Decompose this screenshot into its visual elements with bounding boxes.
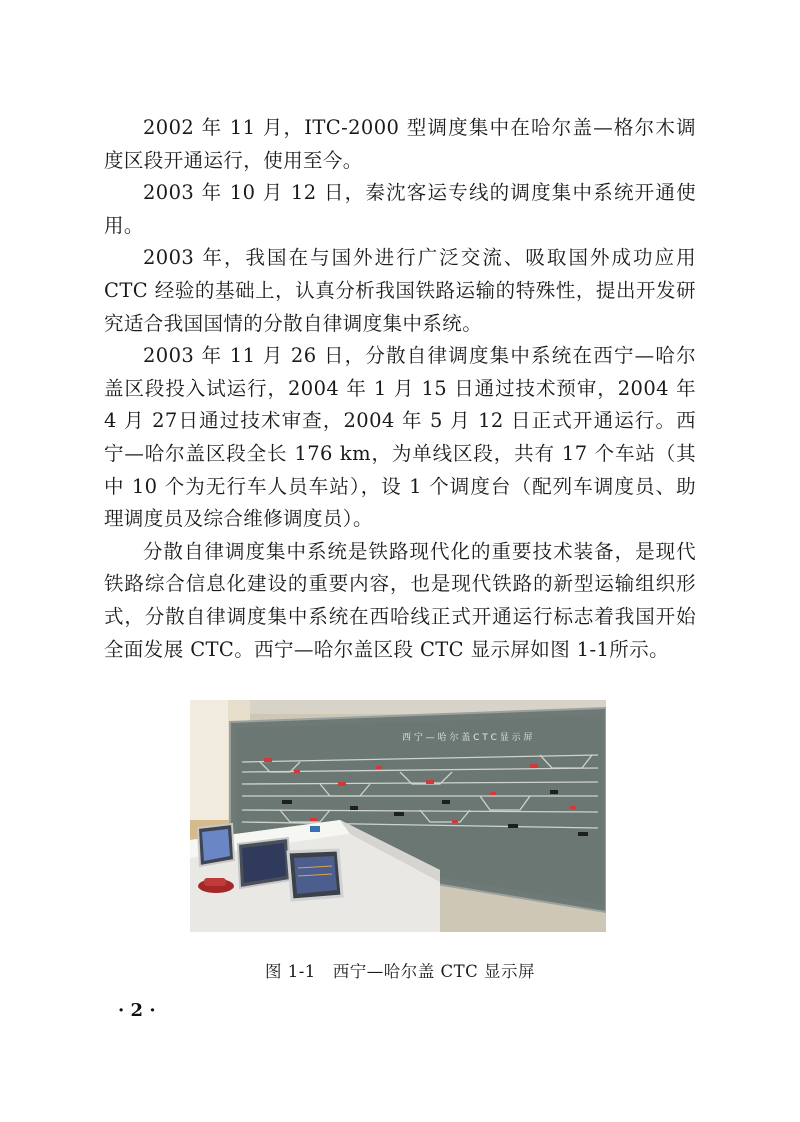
paragraph: 2003 年 11 月 26 日，分散自律调度集中系统在西宁—哈尔盖区段投入试运行，2004 年 1 月 15 日通过技术预审，2004 年 4 月 27日通过技术审查，2004 年 5 月 12 日正式开通运行。西宁—哈尔盖区段全长 176 km，为单线区段，共有 17 个车站（其中 10 个为无行车人员车站），设 1 个调度台（配列车调度员、助理调度员及综合维修调度员）。 <box>104 344 696 531</box>
figure-caption: 图 1-1 西宁—哈尔盖 CTC 显示屏 <box>264 962 536 981</box>
paragraph: 2002 年 11 月，ITC-2000 型调度集中在哈尔盖—格尔木调度区段开通运行，使用至今。 <box>104 116 696 172</box>
ctc-display-photo <box>190 700 606 932</box>
page-number: · 2 · <box>118 1000 156 1021</box>
paragraph: 分散自律调度集中系统是铁路现代化的重要技术装备，是现代铁路综合信息化建设的重要内容，也是现代铁路的新型运输组织形式，分散自律调度集中系统在西哈线正式开通运行标志着我国开始全面发展 CTC。西宁—哈尔盖区段 CTC 显示屏如图 1-1所示。 <box>104 539 696 661</box>
panel-title: 西 宁 — 哈 尔 盖 C T C 显 示 屏 <box>402 733 533 743</box>
page-body <box>104 112 696 666</box>
paragraph: 2003 年，我国在与国外进行广泛交流、吸取国外成功应用CTC 经验的基础上，认真分析我国铁路运输的特殊性，提出开发研究适合我国国情的分散自律调度集中系统。 <box>104 246 696 335</box>
paragraph: 2003 年 10 月 12 日，秦沈客运专线的调度集中系统开通使用。 <box>104 181 696 237</box>
